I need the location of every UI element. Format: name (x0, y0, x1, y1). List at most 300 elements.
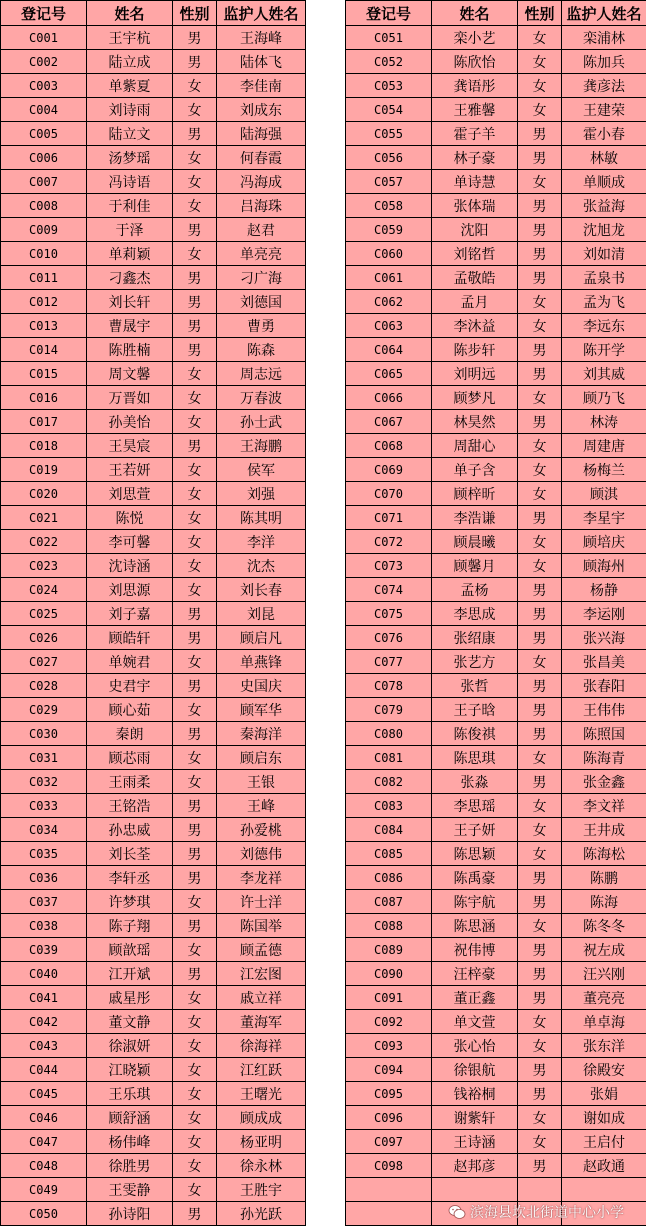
table-row (346, 170, 646, 194)
table-row (346, 1130, 646, 1154)
student-table-right (345, 0, 646, 1226)
cell-guardian-name: 刘德国 (217, 290, 306, 314)
cell-registration-number: C050 (1, 1202, 87, 1226)
cell-student-name: 周文馨 (87, 362, 173, 386)
table-body (346, 26, 646, 1226)
table-row (1, 362, 306, 386)
cell-student-name: 陈思颖 (432, 842, 518, 866)
cell-registration-number: C017 (1, 410, 87, 434)
cell-gender: 女 (173, 146, 217, 170)
cell-registration-number: C008 (1, 194, 87, 218)
cell-gender: 男 (518, 938, 562, 962)
student-table-left (0, 0, 306, 1226)
cell-guardian-name: 栾浦林 (562, 26, 646, 50)
cell-guardian-name: 顾军华 (217, 698, 306, 722)
cell-registration-number: C016 (1, 386, 87, 410)
cell-guardian-name: 刘其威 (562, 362, 646, 386)
cell-guardian-name: 陈海松 (562, 842, 646, 866)
table-row (346, 986, 646, 1010)
cell-student-name: 刘长轩 (87, 290, 173, 314)
cell-registration-number: C019 (1, 458, 87, 482)
cell-student-name: 万晋如 (87, 386, 173, 410)
cell-gender: 女 (173, 1082, 217, 1106)
table-row (346, 362, 646, 386)
cell-guardian-name: 王启付 (562, 1130, 646, 1154)
cell-registration-number: C078 (346, 674, 432, 698)
cell-registration-number: C060 (346, 242, 432, 266)
table-row (346, 74, 646, 98)
cell-guardian-name: 刘长春 (217, 578, 306, 602)
cell-student-name: 孟杨 (432, 578, 518, 602)
table-row (346, 314, 646, 338)
table-row (346, 434, 646, 458)
cell-gender: 女 (518, 1130, 562, 1154)
cell-registration-number: C038 (1, 914, 87, 938)
cell-student-name: 孙忠威 (87, 818, 173, 842)
cell-student-name: 谢紫轩 (432, 1106, 518, 1130)
cell-registration-number: C095 (346, 1082, 432, 1106)
cell-gender: 女 (518, 26, 562, 50)
table-row (1, 1010, 306, 1034)
header-gender: 性别 (518, 1, 562, 26)
cell-registration-number: C013 (1, 314, 87, 338)
cell-student-name: 王铭浩 (87, 794, 173, 818)
cell-gender: 男 (518, 1154, 562, 1178)
table-row (346, 818, 646, 842)
table-row (346, 482, 646, 506)
cell-student-name: 单子含 (432, 458, 518, 482)
cell-gender: 女 (173, 770, 217, 794)
cell-student-name: 顾舒涵 (87, 1106, 173, 1130)
cell-registration-number: C075 (346, 602, 432, 626)
cell-gender: 女 (173, 1010, 217, 1034)
cell-guardian-name: 周志远 (217, 362, 306, 386)
table-row (1, 410, 306, 434)
cell-registration-number: C068 (346, 434, 432, 458)
cell-registration-number: C059 (346, 218, 432, 242)
cell-guardian-name: 李星宇 (562, 506, 646, 530)
table-header (346, 1, 646, 26)
header-guardian-name: 监护人姓名 (217, 1, 306, 26)
table-row (346, 890, 646, 914)
table-row (1, 386, 306, 410)
cell-guardian-name: 周建唐 (562, 434, 646, 458)
cell-student-name: 陈宇航 (432, 890, 518, 914)
cell-guardian-name: 陈加兵 (562, 50, 646, 74)
cell-student-name: 王雯静 (87, 1178, 173, 1202)
cell-student-name: 沈阳 (432, 218, 518, 242)
cell-student-name: 顾梦凡 (432, 386, 518, 410)
cell-guardian-name: 陈照国 (562, 722, 646, 746)
cell-gender: 女 (173, 74, 217, 98)
cell-registration-number: C035 (1, 842, 87, 866)
cell-registration-number: C033 (1, 794, 87, 818)
cell-student-name: 王昊宸 (87, 434, 173, 458)
cell-registration-number: C026 (1, 626, 87, 650)
cell-guardian-name: 陆体飞 (217, 50, 306, 74)
cell-guardian-name: 孙光跃 (217, 1202, 306, 1226)
table-row (346, 626, 646, 650)
cell-student-name: 沈诗涵 (87, 554, 173, 578)
table-row (1, 1082, 306, 1106)
cell-guardian-name: 董亮亮 (562, 986, 646, 1010)
cell-guardian-name: 陈海青 (562, 746, 646, 770)
cell-student-name: 王乐琪 (87, 1082, 173, 1106)
table-row (1, 122, 306, 146)
cell-guardian-name: 单卓海 (562, 1010, 646, 1034)
table-row (346, 674, 646, 698)
cell-gender: 女 (518, 170, 562, 194)
cell-gender: 女 (173, 1106, 217, 1130)
table-row (1, 194, 306, 218)
cell-registration-number: C093 (346, 1034, 432, 1058)
cell-student-name: 顾馨月 (432, 554, 518, 578)
table-row (1, 50, 306, 74)
cell-student-name: 陈思琪 (432, 746, 518, 770)
table-row (346, 290, 646, 314)
cell-registration-number: C084 (346, 818, 432, 842)
table-row (346, 218, 646, 242)
table-row (346, 410, 646, 434)
cell-gender: 女 (173, 650, 217, 674)
cell-gender: 男 (518, 194, 562, 218)
cell-gender: 女 (518, 1106, 562, 1130)
cell-guardian-name: 张兴海 (562, 626, 646, 650)
table-row (1, 866, 306, 890)
cell-guardian-name: 秦海洋 (217, 722, 306, 746)
cell-registration-number: C066 (346, 386, 432, 410)
cell-gender: 男 (173, 722, 217, 746)
table-row (1, 962, 306, 986)
cell-guardian-name: 单亮亮 (217, 242, 306, 266)
cell-gender: 男 (518, 242, 562, 266)
cell-registration-number: C061 (346, 266, 432, 290)
cell-student-name: 林子豪 (432, 146, 518, 170)
table-row (346, 842, 646, 866)
table-row (1, 746, 306, 770)
cell-student-name: 王子妍 (432, 818, 518, 842)
cell-guardian-name: 沈杰 (217, 554, 306, 578)
cell-guardian-name: 张昌美 (562, 650, 646, 674)
cell-registration-number: C092 (346, 1010, 432, 1034)
header-name: 姓名 (87, 1, 173, 26)
cell-registration-number: C029 (1, 698, 87, 722)
cell-registration-number: C046 (1, 1106, 87, 1130)
cell-gender: 男 (173, 842, 217, 866)
cell-guardian-name: 王曙光 (217, 1082, 306, 1106)
cell-guardian-name: 谢如成 (562, 1106, 646, 1130)
cell-student-name: 钱裕桐 (432, 1082, 518, 1106)
cell-registration-number: C044 (1, 1058, 87, 1082)
table-row (346, 1034, 646, 1058)
cell-registration-number: C073 (346, 554, 432, 578)
cell-registration-number: C028 (1, 674, 87, 698)
table-row (346, 1058, 646, 1082)
cell-student-name: 陈俊祺 (432, 722, 518, 746)
cell-guardian-name: 刘昆 (217, 602, 306, 626)
cell-gender: 女 (173, 578, 217, 602)
cell-guardian-name: 刁广海 (217, 266, 306, 290)
cell-registration-number: C094 (346, 1058, 432, 1082)
cell-registration-number: C032 (1, 770, 87, 794)
table-row (1, 698, 306, 722)
table-body (1, 26, 306, 1226)
table-row (1, 1034, 306, 1058)
cell-student-name: 刘明远 (432, 362, 518, 386)
cell-guardian-name: 陆海强 (217, 122, 306, 146)
cell-student-name: 顾皓轩 (87, 626, 173, 650)
cell-student-name: 王若妍 (87, 458, 173, 482)
cell-registration-number: C048 (1, 1154, 87, 1178)
cell-gender: 男 (518, 266, 562, 290)
cell-guardian-name: 刘成东 (217, 98, 306, 122)
cell-registration-number: C001 (1, 26, 87, 50)
cell-student-name: 李浩谦 (432, 506, 518, 530)
cell-guardian-name: 李佳南 (217, 74, 306, 98)
cell-guardian-name: 陈森 (217, 338, 306, 362)
cell-student-name: 陈胜楠 (87, 338, 173, 362)
cell-student-name: 陈悦 (87, 506, 173, 530)
cell-gender: 女 (173, 890, 217, 914)
cell-guardian-name: 张娟 (562, 1082, 646, 1106)
cell-registration-number: C004 (1, 98, 87, 122)
cell-registration-number: C012 (1, 290, 87, 314)
cell-guardian-name: 冯海成 (217, 170, 306, 194)
cell-registration-number: C063 (346, 314, 432, 338)
cell-registration-number: C005 (1, 122, 87, 146)
cell-registration-number: C002 (1, 50, 87, 74)
cell-gender (518, 1178, 562, 1202)
cell-gender: 女 (173, 170, 217, 194)
cell-registration-number: C045 (1, 1082, 87, 1106)
cell-student-name: 刘思萱 (87, 482, 173, 506)
cell-student-name: 李轩丞 (87, 866, 173, 890)
cell-guardian-name: 单顺成 (562, 170, 646, 194)
cell-registration-number: C051 (346, 26, 432, 50)
cell-gender: 男 (518, 146, 562, 170)
cell-registration-number: C006 (1, 146, 87, 170)
cell-gender: 男 (173, 674, 217, 698)
cell-guardian-name: 王伟伟 (562, 698, 646, 722)
cell-gender: 女 (173, 530, 217, 554)
cell-student-name: 单莉颖 (87, 242, 173, 266)
table-row (346, 578, 646, 602)
cell-gender: 男 (518, 674, 562, 698)
cell-gender: 女 (518, 1034, 562, 1058)
table-row (1, 482, 306, 506)
cell-guardian-name: 孙爱桃 (217, 818, 306, 842)
cell-registration-number: C056 (346, 146, 432, 170)
cell-guardian-name: 李洋 (217, 530, 306, 554)
cell-guardian-name: 徐殿安 (562, 1058, 646, 1082)
cell-guardian-name: 陈冬冬 (562, 914, 646, 938)
table-row (1, 530, 306, 554)
cell-guardian-name: 陈国举 (217, 914, 306, 938)
table-row (1, 1178, 306, 1202)
cell-student-name: 王雨柔 (87, 770, 173, 794)
cell-registration-number: C039 (1, 938, 87, 962)
cell-student-name: 汪梓豪 (432, 962, 518, 986)
cell-guardian-name: 李龙祥 (217, 866, 306, 890)
cell-guardian-name: 李文祥 (562, 794, 646, 818)
cell-student-name: 李沐益 (432, 314, 518, 338)
cell-guardian-name: 王井成 (562, 818, 646, 842)
cell-registration-number: C064 (346, 338, 432, 362)
cell-guardian-name (562, 1178, 646, 1202)
cell-student-name: 刘长荃 (87, 842, 173, 866)
cell-guardian-name: 陈开学 (562, 338, 646, 362)
cell-student-name: 陆立文 (87, 122, 173, 146)
cell-student-name: 汤梦瑶 (87, 146, 173, 170)
cell-gender: 女 (518, 1010, 562, 1034)
table-row (346, 722, 646, 746)
table-row (346, 98, 646, 122)
table-row (346, 1154, 646, 1178)
cell-gender: 女 (173, 242, 217, 266)
cell-student-name: 曹晟宇 (87, 314, 173, 338)
cell-registration-number: C071 (346, 506, 432, 530)
table-row (1, 242, 306, 266)
cell-guardian-name: 陈鹏 (562, 866, 646, 890)
header-row (1, 1, 306, 26)
cell-registration-number: C069 (346, 458, 432, 482)
cell-student-name: 陈子翔 (87, 914, 173, 938)
cell-student-name: 顾歆瑶 (87, 938, 173, 962)
cell-gender: 女 (173, 506, 217, 530)
table-row (346, 938, 646, 962)
table-header (1, 1, 306, 26)
cell-guardian-name: 董海军 (217, 1010, 306, 1034)
cell-gender: 男 (518, 986, 562, 1010)
table-row (346, 458, 646, 482)
cell-guardian-name: 徐海祥 (217, 1034, 306, 1058)
cell-registration-number: C070 (346, 482, 432, 506)
cell-student-name: 单文萱 (432, 1010, 518, 1034)
cell-gender: 女 (173, 482, 217, 506)
cell-gender: 男 (518, 410, 562, 434)
table-row (346, 602, 646, 626)
cell-gender: 女 (173, 98, 217, 122)
table-row (346, 194, 646, 218)
table-row (346, 386, 646, 410)
cell-student-name: 陆立成 (87, 50, 173, 74)
cell-student-name: 顾梓昕 (432, 482, 518, 506)
cell-guardian-name: 顾培庆 (562, 530, 646, 554)
cell-registration-number: C018 (1, 434, 87, 458)
cell-guardian-name: 龚彦法 (562, 74, 646, 98)
cell-student-name: 王宇杭 (87, 26, 173, 50)
cell-student-name: 徐淑妍 (87, 1034, 173, 1058)
cell-gender: 女 (173, 1154, 217, 1178)
cell-registration-number: C057 (346, 170, 432, 194)
cell-guardian-name: 万春波 (217, 386, 306, 410)
cell-registration-number: C034 (1, 818, 87, 842)
cell-guardian-name: 王海鹏 (217, 434, 306, 458)
cell-registration-number (346, 1202, 432, 1226)
cell-gender: 女 (173, 386, 217, 410)
cell-student-name: 刘诗雨 (87, 98, 173, 122)
cell-registration-number: C080 (346, 722, 432, 746)
cell-student-name: 栾小艺 (432, 26, 518, 50)
cell-registration-number: C052 (346, 50, 432, 74)
table-row (1, 818, 306, 842)
cell-gender: 男 (518, 578, 562, 602)
cell-registration-number: C020 (1, 482, 87, 506)
cell-gender: 女 (173, 458, 217, 482)
cell-guardian-name: 刘强 (217, 482, 306, 506)
cell-gender: 女 (518, 842, 562, 866)
cell-registration-number: C067 (346, 410, 432, 434)
header-registration-number: 登记号 (1, 1, 87, 26)
table-row (1, 170, 306, 194)
table-row (1, 986, 306, 1010)
cell-registration-number: C010 (1, 242, 87, 266)
cell-student-name: 刘子嘉 (87, 602, 173, 626)
cell-student-name: 顾芯雨 (87, 746, 173, 770)
cell-guardian-name: 王银 (217, 770, 306, 794)
cell-guardian-name: 顾启东 (217, 746, 306, 770)
cell-gender: 女 (518, 434, 562, 458)
table-row (1, 674, 306, 698)
table-row (1, 314, 306, 338)
cell-registration-number: C058 (346, 194, 432, 218)
table-row (1, 578, 306, 602)
table-row (346, 242, 646, 266)
cell-gender: 男 (518, 698, 562, 722)
cell-gender: 女 (173, 1178, 217, 1202)
table-row (346, 1010, 646, 1034)
cell-student-name: 赵邦彦 (432, 1154, 518, 1178)
cell-student-name: 徐胜男 (87, 1154, 173, 1178)
cell-gender: 男 (173, 914, 217, 938)
cell-gender: 男 (518, 506, 562, 530)
cell-registration-number: C024 (1, 578, 87, 602)
cell-student-name: 冯诗语 (87, 170, 173, 194)
cell-gender: 男 (173, 962, 217, 986)
cell-student-name: 张心怡 (432, 1034, 518, 1058)
cell-guardian-name: 许士洋 (217, 890, 306, 914)
table-row (1, 266, 306, 290)
cell-registration-number: C030 (1, 722, 87, 746)
cell-registration-number: C025 (1, 602, 87, 626)
cell-student-name: 刘思源 (87, 578, 173, 602)
cell-guardian-name: 李远东 (562, 314, 646, 338)
cell-registration-number: C007 (1, 170, 87, 194)
cell-student-name: 单婉君 (87, 650, 173, 674)
cell-registration-number: C096 (346, 1106, 432, 1130)
cell-gender: 女 (173, 986, 217, 1010)
cell-guardian-name: 曹勇 (217, 314, 306, 338)
cell-gender: 男 (173, 434, 217, 458)
cell-gender: 女 (518, 794, 562, 818)
cell-gender: 男 (173, 602, 217, 626)
cell-student-name: 王雅馨 (432, 98, 518, 122)
cell-student-name: 杨伟峰 (87, 1130, 173, 1154)
cell-gender: 男 (518, 1058, 562, 1082)
cell-registration-number: C031 (1, 746, 87, 770)
cell-registration-number: C041 (1, 986, 87, 1010)
cell-gender: 女 (518, 98, 562, 122)
cell-guardian-name: 顾乃飞 (562, 386, 646, 410)
cell-guardian-name: 霍小春 (562, 122, 646, 146)
cell-student-name: 张艺方 (432, 650, 518, 674)
cell-gender: 男 (173, 314, 217, 338)
cell-guardian-name: 汪兴刚 (562, 962, 646, 986)
table-row (1, 890, 306, 914)
cell-registration-number: C083 (346, 794, 432, 818)
table-row (346, 698, 646, 722)
cell-gender: 男 (173, 338, 217, 362)
